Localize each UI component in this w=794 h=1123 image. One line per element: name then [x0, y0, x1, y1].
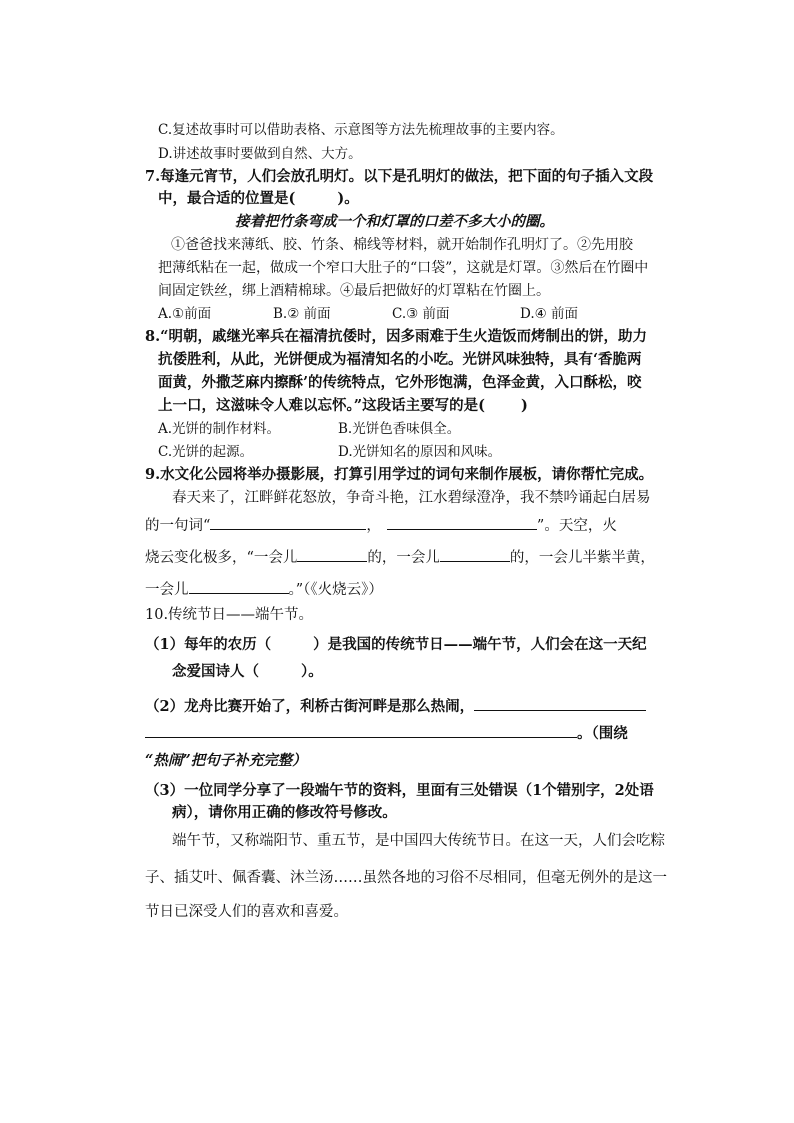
q9-poem-blank-2[interactable]: [387, 513, 537, 530]
q9-cloud-blank-3[interactable]: [189, 577, 289, 594]
q7-option-a: A.①前面: [158, 306, 212, 322]
q10-sub1-part1: （1）每年的农历（: [145, 636, 272, 653]
q8-option-c: C.光饼的起源。: [158, 444, 254, 460]
q10-passage-line3: 节日已深受人们的喜欢和喜爱。: [145, 904, 348, 920]
q10-sub1-line2: [172, 662, 323, 682]
q7-stem-part1: 中，最合适的位置是(: [158, 190, 296, 207]
q10-sentence-blank-2[interactable]: [145, 721, 577, 738]
q8-line2: 抗倭胜利，从此，光饼便成为福清知名的小吃。光饼风味独特，具有‘香脆两: [158, 351, 642, 368]
q9-line2-part2: ，: [366, 518, 381, 534]
q6-option-d: D.讲述故事时要做到自然、大方。: [158, 146, 362, 162]
q7-stem-part2: )。: [337, 190, 359, 207]
q8-line3: 面黄，外撒芝麻内擦酥’的传统特点，它外形饱满，色泽金黄，入口酥松，咬: [158, 374, 642, 391]
q8-option-a: A.光饼的制作材料。: [158, 421, 281, 437]
q9-passage-line4: [145, 577, 383, 600]
q7-stem-line2: [158, 189, 359, 209]
q8-option-b: B.光饼色香味俱全。: [338, 421, 461, 437]
q9-cloud-blank-1[interactable]: [297, 545, 367, 562]
q10-sub2-line3: “热闹”把句子补充完整）: [145, 752, 307, 769]
q10-sub1-part3: 念爱国诗人（: [172, 663, 259, 680]
q7-option-d: D.④ 前面: [520, 306, 579, 322]
q8-line1: 8.“明朝，戚继光率兵在福清抗倭时，因多雨难于生火造饭而烤制出的饼，助力: [145, 328, 647, 345]
q10-sub1-part2: ）是我国的传统节日——端午节，人们会在这一天纪: [313, 636, 647, 653]
q10-sub1-part4: ）。: [301, 663, 323, 680]
q9-passage-line3: [145, 545, 655, 568]
q9-line2-part1: 的一句词“: [145, 518, 211, 534]
q9-passage-line2: [145, 513, 617, 536]
q9-stem: 9.水文化公园将举办摄影展，打算引用学过的词句来制作展板，请你帮忙完成。: [145, 466, 654, 483]
q10-sub2-part1: （2）龙舟比赛开始了，利桥古街河畔是那么热闹，: [145, 698, 475, 715]
q9-line2-part3: ”。天空，火: [536, 518, 617, 534]
q8-line4-part1: 上一口，这滋味令人难以忘怀。”这段话主要写的是(: [158, 397, 485, 414]
q7-stem-line1: 7.每逢元宵节，人们会放孔明灯。以下是孔明灯的做法，把下面的句子插入文段: [145, 168, 654, 185]
q7-passage-line1: ①爸爸找来薄纸、胶、竹条、棉线等材料，就开始制作孔明灯了。②先用胶: [171, 237, 633, 253]
q9-line3-part3: 的，一会儿半紫半黄，: [509, 550, 655, 566]
q10-title: 10.传统节日——端午节。: [145, 607, 314, 623]
q10-sub3-line1: （3）一位同学分享了一段端午节的资料，里面有三处错误（1个错别字，2处语: [145, 782, 654, 799]
q10-passage-line1: 端午节，又称端阳节、重五节，是中国四大传统节日。在这一天，人们会吃粽: [172, 833, 665, 849]
q7-option-c: C.③ 前面: [392, 306, 450, 322]
q8-line4: [158, 396, 528, 416]
q9-line3-part2: 的，一会儿: [367, 550, 440, 566]
q9-passage-line1: 春天来了，江畔鲜花怒放，争奇斗艳，江水碧绿澄净，我不禁吟诵起白居易: [172, 490, 651, 506]
q7-insert-sentence: 接着把竹条弯成一个和灯罩的口差不多大小的圈。: [235, 213, 554, 230]
q9-line3-part1: 烧云变化极多，“一会儿: [145, 550, 298, 566]
q10-passage-line2: 子、插艾叶、佩香囊、沐兰汤……虽然各地的习俗不尽相同，但毫无例外的是这一: [145, 870, 667, 886]
q10-sub1-line1: [145, 635, 647, 655]
q10-sub2-part2: 。（围绕: [577, 725, 628, 742]
q10-sub2-line2: [145, 721, 628, 744]
q9-cloud-blank-2[interactable]: [440, 545, 510, 562]
q10-sentence-blank-1[interactable]: [474, 694, 646, 711]
q7-passage-line3: 间固定铁丝，绑上酒精棉球。④最后把做好的灯罩粘在竹圈上。: [158, 283, 550, 299]
q7-option-b: B.② 前面: [273, 306, 331, 322]
q10-sub2-line1: [145, 694, 646, 717]
q9-line4-part2: 。”（《火烧云》）: [288, 582, 383, 598]
q10-sub3-line2: 病），请你用正确的修改符号修改。: [172, 804, 397, 821]
q9-line4-part1: 一会儿: [145, 582, 189, 598]
q8-option-d: D.光饼知名的原因和风味。: [338, 444, 502, 460]
q7-passage-line2: 把薄纸粘在一起，做成一个窄口大肚子的“口袋”，这就是灯罩。③然后在竹圈中: [158, 260, 649, 276]
q8-line4-part2: ): [520, 397, 528, 414]
q9-poem-blank-1[interactable]: [210, 513, 366, 530]
q6-option-c: C.复述故事时可以借助表格、示意图等方法先梳理故事的主要内容。: [158, 122, 564, 138]
